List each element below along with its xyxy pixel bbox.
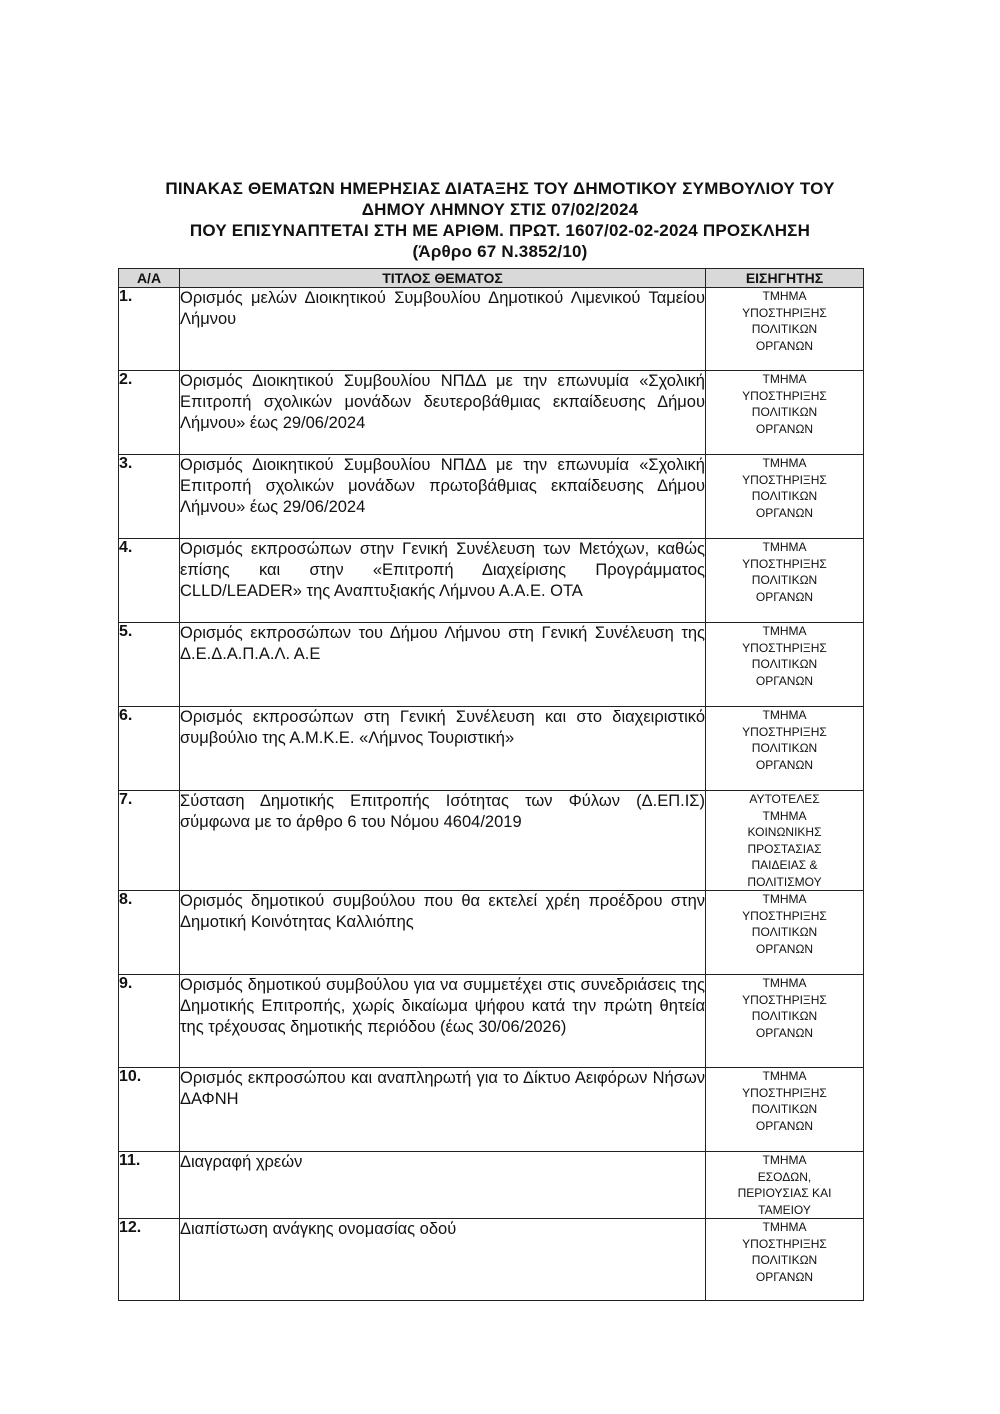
item-number: 8.: [119, 891, 180, 975]
item-title: Σύσταση Δημοτικής Επιτροπής Ισότητας των Φύλων (Δ.ΕΠ.ΙΣ) σύμφωνα με το άρθρο 6 του Νόμου 4604/2019: [180, 791, 706, 891]
rapporteur-line: ΥΠΟΣΤΗΡΙΞΗΣ: [742, 556, 827, 571]
document-heading: [120, 178, 880, 262]
rapporteur-line: ΠΟΛΙΤΙΚΩΝ: [751, 573, 818, 587]
rapporteur-line: ΤΜΗΜΑ: [762, 540, 807, 554]
table-row: [119, 539, 864, 623]
table-header-row: [119, 269, 864, 288]
rapporteur-line: ΟΡΓΑΝΩΝ: [755, 757, 814, 772]
table-row: [119, 1152, 864, 1219]
table-row: [119, 1219, 864, 1301]
table-row: [119, 707, 864, 791]
rapporteur-line: ΥΠΟΣΤΗΡΙΞΗΣ: [742, 908, 827, 923]
rapporteur-line: ΤΜΗΜΑ: [762, 808, 807, 823]
rapporteur-line: ΠΡΟΣΤΑΣΙΑΣ: [747, 841, 822, 856]
item-rapporteur: [706, 288, 864, 371]
rapporteur-line: ΟΡΓΑΝΩΝ: [755, 1025, 814, 1040]
rapporteur-line: ΠΟΛΙΤΙΚΩΝ: [751, 489, 818, 503]
rapporteur-line: ΠΟΛΙΤΙΚΩΝ: [751, 405, 818, 419]
item-title: Ορισμός εκπροσώπων στην Γενική Συνέλευση των Μετόχων, καθώς επίσης και στην «Επιτροπή Διαχείρισης Προγράμματος CLLD/LEADER» της Αναπτυξιακής Λήμνου Α.Α.Ε. ΟΤΑ: [180, 539, 706, 623]
rapporteur-line: ΠΟΛΙΤΙΚΩΝ: [751, 1102, 818, 1116]
item-number: 4.: [119, 539, 180, 623]
rapporteur-line: ΠΟΛΙΤΙΣΜΟΥ: [747, 874, 822, 889]
item-title: Διαπίστωση ανάγκης ονομασίας οδού: [180, 1219, 706, 1301]
item-rapporteur: [706, 371, 864, 455]
rapporteur-line: ΤΜΗΜΑ: [762, 892, 807, 906]
item-number: 1.: [119, 288, 180, 371]
rapporteur-line: ΠΟΛΙΤΙΚΩΝ: [751, 1253, 818, 1267]
item-title: Ορισμός εκπροσώπου και αναπληρωτή για το Δίκτυο Αειφόρων Νήσων ΔΑΦΝΗ: [180, 1068, 706, 1152]
item-number: 11.: [119, 1152, 180, 1219]
item-rapporteur: [706, 1219, 864, 1301]
rapporteur-line: ΟΡΓΑΝΩΝ: [755, 421, 814, 436]
rapporteur-line: ΑΥΤΟΤΕΛΕΣ: [749, 792, 820, 806]
rapporteur-line: ΟΡΓΑΝΩΝ: [755, 505, 814, 520]
rapporteur-line: ΤΜΗΜΑ: [762, 1220, 807, 1234]
item-rapporteur: [706, 539, 864, 623]
item-title: Ορισμός εκπροσώπων στη Γενική Συνέλευση και στο διαχειριστικό συμβούλιο της Α.Μ.Κ.Ε. «Λήμνος Τουριστική»: [180, 707, 706, 791]
item-title: Ορισμός δημοτικού συμβούλου για να συμμετέχει στις συνεδριάσεις της Δημοτικής Επιτροπής, χωρίς δικαίωμα ψήφου κατά την πρώτη θητεία της τρέχουσας δημοτικής περιόδου (έως 30/06/2026): [180, 975, 706, 1068]
item-number: 6.: [119, 707, 180, 791]
item-title: Ορισμός δημοτικού συμβούλου που θα εκτελεί χρέη προέδρου στην Δημοτική Κοινότητας Καλλιόπης: [180, 891, 706, 975]
item-rapporteur: [706, 707, 864, 791]
rapporteur-line: ΟΡΓΑΝΩΝ: [755, 1118, 814, 1133]
rapporteur-line: ΟΡΓΑΝΩΝ: [755, 941, 814, 956]
heading-line-2: ΔΗΜΟΥ ΛΗΜΝΟΥ ΣΤΙΣ 07/02/2024: [361, 200, 639, 219]
header-no: Α/Α: [119, 269, 180, 288]
item-title: Ορισμός μελών Διοικητικού Συμβουλίου Δημοτικού Λιμενικού Ταμείου Λήμνου: [180, 288, 706, 371]
rapporteur-line: ΤΑΜΕΙΟΥ: [758, 1202, 811, 1217]
item-rapporteur: [706, 623, 864, 707]
header-rapporteur: ΕΙΣΗΓΗΤΗΣ: [706, 269, 864, 288]
rapporteur-line: ΤΜΗΜΑ: [762, 1069, 807, 1083]
rapporteur-line: ΠΟΛΙΤΙΚΩΝ: [751, 1009, 818, 1023]
rapporteur-line: ΤΜΗΜΑ: [762, 624, 807, 638]
header-title: ΤΙΤΛΟΣ ΘΕΜΑΤΟΣ: [180, 269, 706, 288]
item-rapporteur: [706, 975, 864, 1068]
rapporteur-line: ΠΕΡΙΟΥΣΙΑΣ ΚΑΙ: [737, 1186, 832, 1200]
item-rapporteur: [706, 891, 864, 975]
item-title: Διαγραφή χρεών: [180, 1152, 706, 1219]
item-rapporteur: [706, 1068, 864, 1152]
heading-line-4: (Άρθρο 67 Ν.3852/10): [412, 242, 588, 261]
rapporteur-line: ΠΟΛΙΤΙΚΩΝ: [751, 657, 818, 671]
rapporteur-line: ΥΠΟΣΤΗΡΙΞΗΣ: [742, 640, 827, 655]
rapporteur-line: ΥΠΟΣΤΗΡΙΞΗΣ: [742, 388, 827, 403]
rapporteur-line: ΠΑΙΔΕΙΑΣ &: [751, 858, 818, 872]
table-row: [119, 1068, 864, 1152]
heading-line-3: ΠΟΥ ΕΠΙΣΥΝΑΠΤΕΤΑΙ ΣΤΗ ΜΕ ΑΡΙΘΜ. ΠΡΩΤ. 1607/02-02-2024 ΠΡΟΣΚΛΗΣΗ: [189, 221, 811, 240]
rapporteur-line: ΥΠΟΣΤΗΡΙΞΗΣ: [742, 724, 827, 739]
heading-line-1: ΠΙΝΑΚΑΣ ΘΕΜΑΤΩΝ ΗΜΕΡΗΣΙΑΣ ΔΙΑΤΑΞΗΣ ΤΟΥ ΔΗΜΟΤΙΚΟΥ ΣΥΜΒΟΥΛΙΟΥ ΤΟΥ: [165, 179, 835, 198]
table-row: [119, 288, 864, 371]
rapporteur-line: ΟΡΓΑΝΩΝ: [755, 338, 814, 353]
table-row: [119, 975, 864, 1068]
item-title: Ορισμός Διοικητικού Συμβουλίου ΝΠΔΔ με την επωνυμία «Σχολική Επιτροπή σχολικών μονάδων δευτεροβάθμιας εκπαίδευσης Δήμου Λήμνου» έως 29/06/2024: [180, 371, 706, 455]
agenda-table: [118, 268, 864, 1301]
rapporteur-line: ΤΜΗΜΑ: [762, 708, 807, 722]
rapporteur-line: ΟΡΓΑΝΩΝ: [755, 589, 814, 604]
item-title: Ορισμός Διοικητικού Συμβουλίου ΝΠΔΔ με την επωνυμία «Σχολική Επιτροπή σχολικών μονάδων πρωτοβάθμιας εκπαίδευσης Δήμου Λήμνου» έως 29/06/2024: [180, 455, 706, 539]
rapporteur-line: ΥΠΟΣΤΗΡΙΞΗΣ: [742, 472, 827, 487]
rapporteur-line: ΤΜΗΜΑ: [762, 372, 807, 386]
rapporteur-line: ΤΜΗΜΑ: [762, 289, 807, 303]
rapporteur-line: ΤΜΗΜΑ: [762, 1153, 807, 1167]
rapporteur-line: ΟΡΓΑΝΩΝ: [755, 673, 814, 688]
rapporteur-line: ΥΠΟΣΤΗΡΙΞΗΣ: [742, 1085, 827, 1100]
rapporteur-line: ΕΣΟΔΩΝ,: [757, 1169, 812, 1184]
rapporteur-line: ΥΠΟΣΤΗΡΙΞΗΣ: [742, 305, 827, 320]
rapporteur-line: ΟΡΓΑΝΩΝ: [755, 1269, 814, 1284]
item-number: 10.: [119, 1068, 180, 1152]
agenda-body: [119, 288, 864, 1301]
item-number: 9.: [119, 975, 180, 1068]
table-row: [119, 891, 864, 975]
item-number: 5.: [119, 623, 180, 707]
item-number: 2.: [119, 371, 180, 455]
item-rapporteur: [706, 455, 864, 539]
rapporteur-line: ΥΠΟΣΤΗΡΙΞΗΣ: [742, 1236, 827, 1251]
table-row: [119, 791, 864, 891]
rapporteur-line: ΠΟΛΙΤΙΚΩΝ: [751, 322, 818, 336]
table-row: [119, 371, 864, 455]
item-number: 3.: [119, 455, 180, 539]
item-number: 7.: [119, 791, 180, 891]
rapporteur-line: ΚΟΙΝΩΝΙΚΗΣ: [747, 825, 822, 839]
item-number: 12.: [119, 1219, 180, 1301]
table-row: [119, 623, 864, 707]
item-rapporteur: [706, 1152, 864, 1219]
rapporteur-line: ΤΜΗΜΑ: [762, 456, 807, 470]
rapporteur-line: ΠΟΛΙΤΙΚΩΝ: [751, 741, 818, 755]
table-row: [119, 455, 864, 539]
rapporteur-line: ΥΠΟΣΤΗΡΙΞΗΣ: [742, 992, 827, 1007]
item-rapporteur: [706, 791, 864, 891]
rapporteur-line: ΠΟΛΙΤΙΚΩΝ: [751, 925, 818, 939]
item-title: Ορισμός εκπροσώπων του Δήμου Λήμνου στη Γενική Συνέλευση της Δ.Ε.Δ.Α.Π.Α.Λ. Α.Ε: [180, 623, 706, 707]
rapporteur-line: ΤΜΗΜΑ: [762, 976, 807, 990]
